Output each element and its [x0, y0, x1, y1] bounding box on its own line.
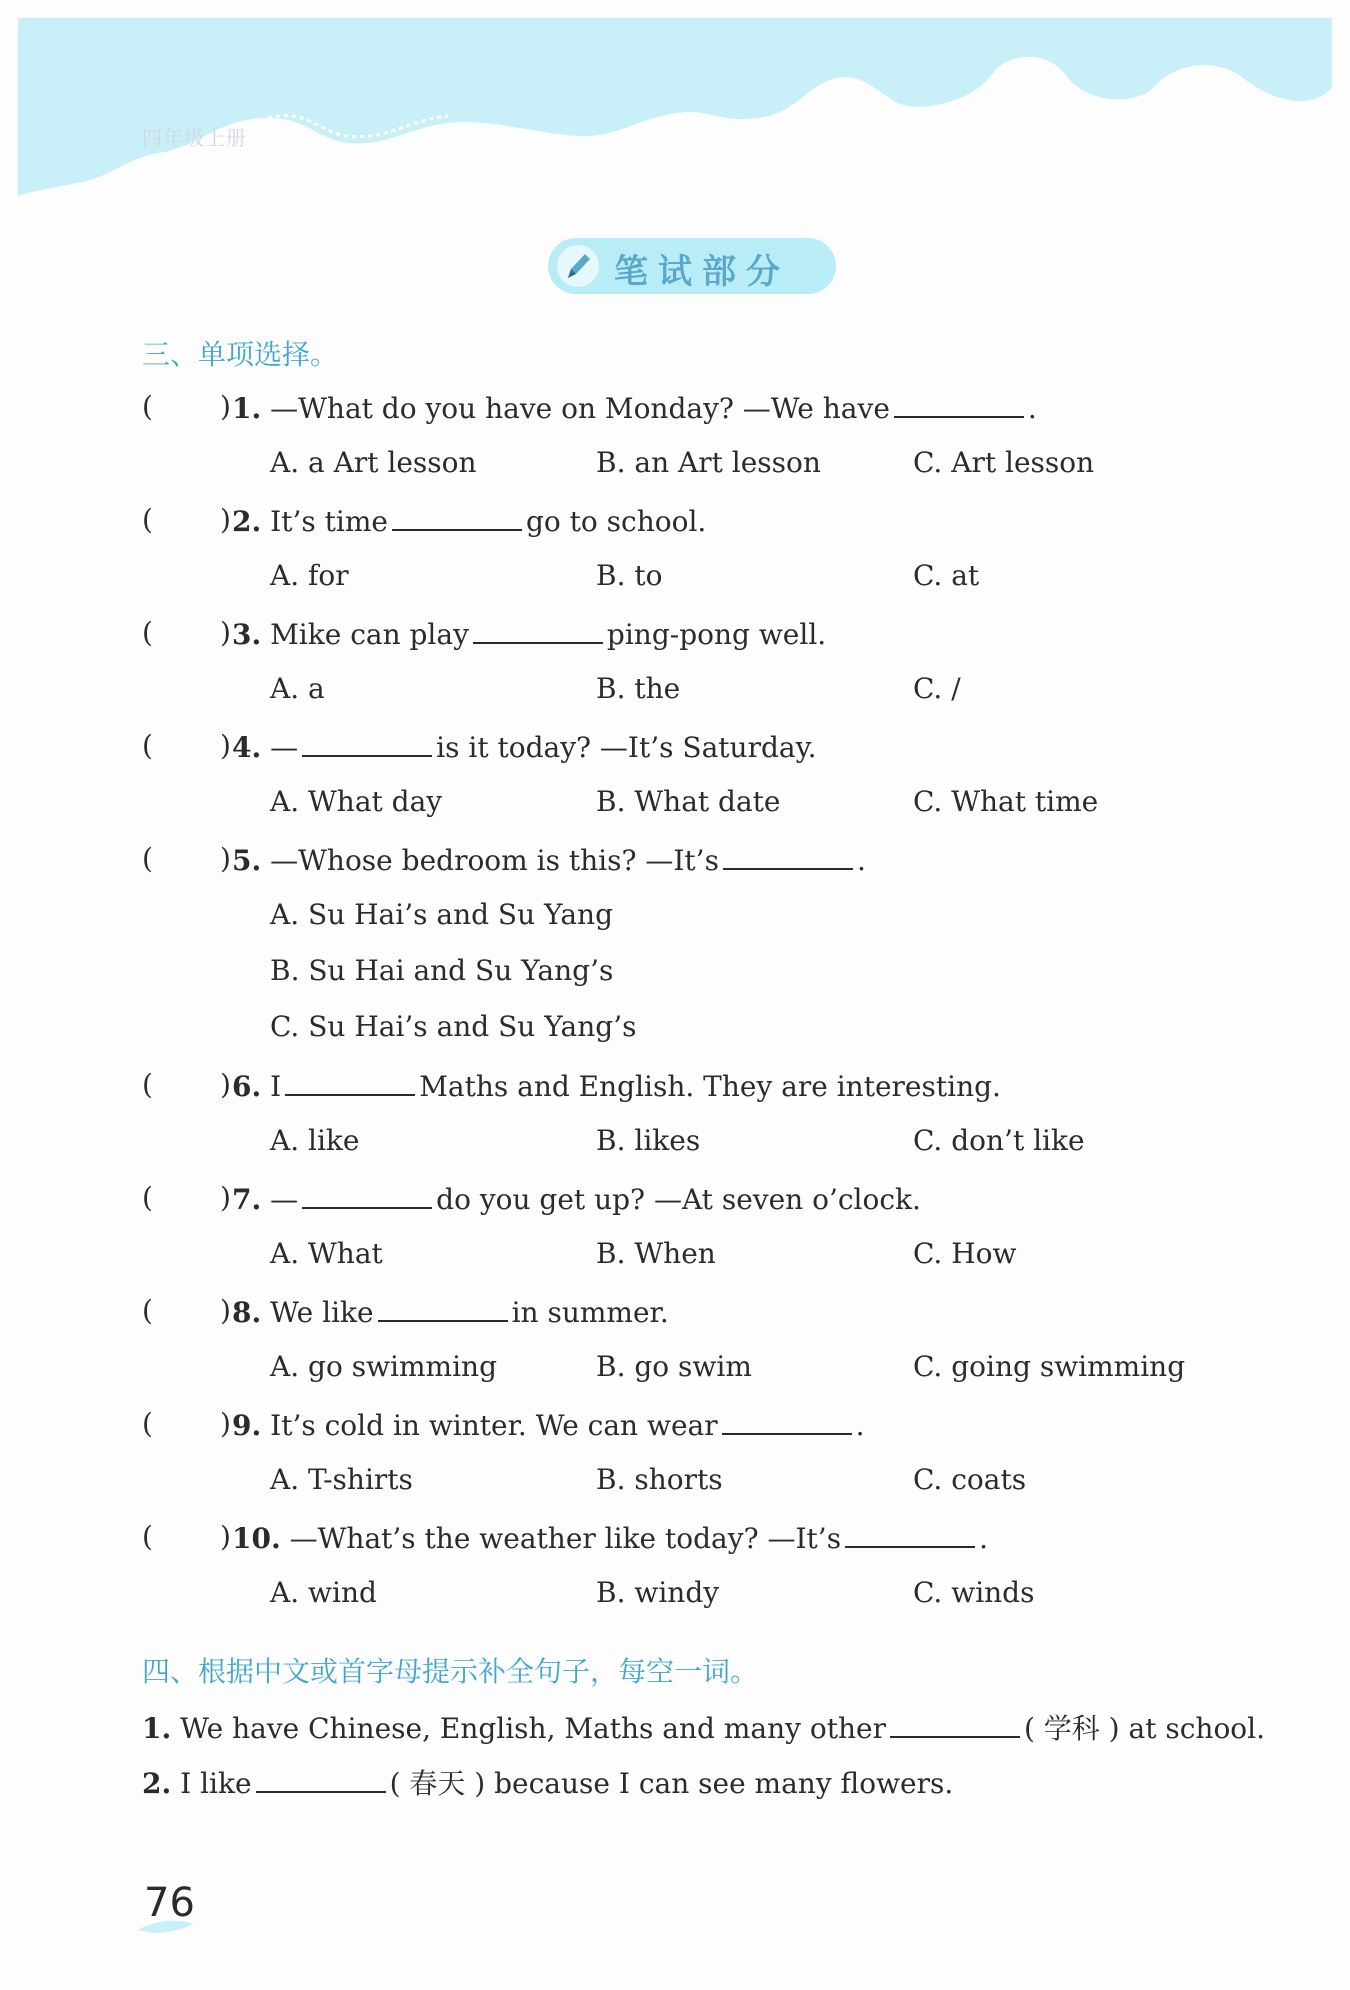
question-number: 1. [232, 392, 262, 425]
answer-option[interactable]: C. coats [913, 1463, 1027, 1496]
answer-option[interactable]: B. an Art lesson [596, 446, 821, 479]
question-text [232, 729, 817, 764]
item-number: 2. [142, 1767, 172, 1800]
banner-title: 笔试部分 [614, 252, 790, 292]
item-stem-end: at school. [1128, 1712, 1266, 1745]
question-number: 5. [232, 844, 262, 877]
answer-option[interactable]: A. What day [270, 785, 443, 818]
fill-in-item [142, 1762, 953, 1802]
question-stem: It’s cold in winter. We can wear [270, 1409, 718, 1442]
answer-blank[interactable] [723, 842, 853, 870]
answer-option[interactable]: C. How [913, 1237, 1017, 1270]
section-4-title: 四、根据中文或首字母提示补全句子，每空一词。 [142, 1655, 759, 1688]
answer-option[interactable]: C. / [913, 672, 961, 705]
question-stem-end: . [856, 844, 866, 877]
answer-blank[interactable] [890, 1710, 1020, 1738]
question-text [232, 616, 826, 651]
section-3-title: 三、单项选择。 [142, 338, 339, 371]
answer-blank[interactable] [894, 390, 1024, 418]
answer-option[interactable]: A. go swimming [270, 1350, 498, 1383]
item-stem: We have Chinese, English, Maths and many other [180, 1712, 886, 1745]
answer-paren-open[interactable]: ( [142, 729, 153, 762]
answer-option[interactable]: C. don’t like [913, 1124, 1085, 1157]
answer-blank[interactable] [845, 1520, 975, 1548]
answer-paren-open[interactable]: ( [142, 616, 153, 649]
answer-option[interactable]: C. going swimming [913, 1350, 1186, 1383]
answer-paren-open[interactable]: ( [142, 1068, 153, 1101]
answer-option[interactable]: C. Art lesson [913, 446, 1095, 479]
answer-paren-open[interactable]: ( [142, 1181, 153, 1214]
question-stem-end: in summer. [511, 1296, 669, 1329]
answer-paren-open[interactable]: ( [142, 1520, 153, 1553]
question-stem: It’s time [270, 505, 388, 538]
answer-blank[interactable] [473, 616, 603, 644]
question-stem-end: do you get up? —At seven o’clock. [436, 1183, 921, 1216]
answer-paren-close: ) [220, 1520, 231, 1553]
section-banner [548, 238, 836, 294]
answer-option[interactable]: B. the [596, 672, 681, 705]
answer-paren-open[interactable]: ( [142, 503, 153, 536]
question-stem: —What’s the weather like today? —It’s [289, 1522, 842, 1555]
question-stem-end: is it today? —It’s Saturday. [436, 731, 817, 764]
answer-option[interactable]: B. Su Hai and Su Yang’s [270, 954, 614, 987]
grade-label: 四年级上册 [142, 126, 247, 150]
question-number: 2. [232, 505, 262, 538]
answer-option[interactable]: B. When [596, 1237, 716, 1270]
answer-blank[interactable] [285, 1068, 415, 1096]
pencil-icon [556, 244, 600, 288]
answer-blank[interactable] [378, 1294, 508, 1322]
question-stem-end: ping-pong well. [606, 618, 827, 651]
question-stem-end: . [1027, 392, 1037, 425]
answer-option[interactable]: A. a [270, 672, 325, 705]
question-stem-end: go to school. [525, 505, 707, 538]
question-text [232, 842, 866, 877]
answer-paren-close: ) [220, 1068, 231, 1101]
answer-paren-close: ) [220, 616, 231, 649]
answer-blank[interactable] [302, 729, 432, 757]
header-cloud-band [18, 18, 1332, 196]
question-stem-end: . [979, 1522, 988, 1555]
answer-option[interactable]: A. Su Hai’s and Su Yang [270, 898, 613, 931]
answer-option[interactable]: C. winds [913, 1576, 1035, 1609]
question-number: 10. [232, 1522, 281, 1555]
answer-option[interactable]: A. for [270, 559, 349, 592]
answer-paren-close: ) [220, 1407, 231, 1440]
answer-paren-close: ) [220, 1294, 231, 1327]
answer-option[interactable]: A. What [270, 1237, 383, 1270]
question-stem: — [270, 1183, 299, 1216]
question-text [232, 1520, 988, 1555]
answer-option[interactable]: A. a Art lesson [270, 446, 477, 479]
answer-blank[interactable] [256, 1765, 386, 1793]
question-stem: — [270, 731, 299, 764]
answer-paren-open[interactable]: ( [142, 1294, 153, 1327]
page-number: 76 [144, 1880, 195, 1926]
question-text [232, 1294, 669, 1329]
question-number: 3. [232, 618, 262, 651]
item-number: 1. [142, 1712, 172, 1745]
question-stem: We like [270, 1296, 374, 1329]
answer-paren-close: ) [220, 1181, 231, 1214]
chinese-hint: ( 学科 ) [1023, 1712, 1120, 1745]
question-stem: Mike can play [270, 618, 469, 651]
item-stem: I like [180, 1767, 252, 1800]
answer-option[interactable]: B. likes [596, 1124, 701, 1157]
answer-paren-close: ) [220, 503, 231, 536]
answer-option[interactable]: B. go swim [596, 1350, 752, 1383]
question-stem: —Whose bedroom is this? —It’s [270, 844, 719, 877]
question-number: 9. [232, 1409, 262, 1442]
answer-option[interactable]: C. What time [913, 785, 1099, 818]
question-text [232, 1068, 1001, 1103]
answer-paren-close: ) [220, 842, 231, 875]
answer-paren-close: ) [220, 729, 231, 762]
answer-option[interactable]: B. to [596, 559, 663, 592]
fill-in-item [142, 1707, 1265, 1747]
answer-option[interactable]: B. shorts [596, 1463, 723, 1496]
question-number: 7. [232, 1183, 262, 1216]
answer-blank[interactable] [302, 1181, 432, 1209]
question-text [232, 1181, 921, 1216]
answer-option[interactable]: A. T-shirts [270, 1463, 413, 1496]
question-text [232, 503, 706, 538]
answer-blank[interactable] [722, 1407, 852, 1435]
question-stem-end: . [855, 1409, 865, 1442]
question-number: 6. [232, 1070, 262, 1103]
answer-option[interactable]: C. at [913, 559, 980, 592]
question-stem-end: Maths and English. They are interesting. [419, 1070, 1001, 1103]
answer-paren-close: ) [220, 390, 231, 423]
question-number: 8. [232, 1296, 262, 1329]
question-text [232, 390, 1037, 425]
question-text [232, 1407, 865, 1442]
item-stem-end: because I can see many flowers. [494, 1767, 954, 1800]
question-stem: —What do you have on Monday? —We have [270, 392, 890, 425]
answer-blank[interactable] [392, 503, 522, 531]
answer-paren-open[interactable]: ( [142, 390, 153, 423]
question-number: 4. [232, 731, 262, 764]
answer-paren-open[interactable]: ( [142, 1407, 153, 1440]
answer-option[interactable]: A. like [270, 1124, 360, 1157]
answer-option[interactable]: B. What date [596, 785, 781, 818]
chinese-hint: ( 春天 ) [389, 1767, 486, 1800]
answer-option[interactable]: A. wind [270, 1576, 377, 1609]
question-stem: I [270, 1070, 282, 1103]
answer-paren-open[interactable]: ( [142, 842, 153, 875]
answer-option[interactable]: C. Su Hai’s and Su Yang’s [270, 1010, 637, 1043]
answer-option[interactable]: B. windy [596, 1576, 720, 1609]
